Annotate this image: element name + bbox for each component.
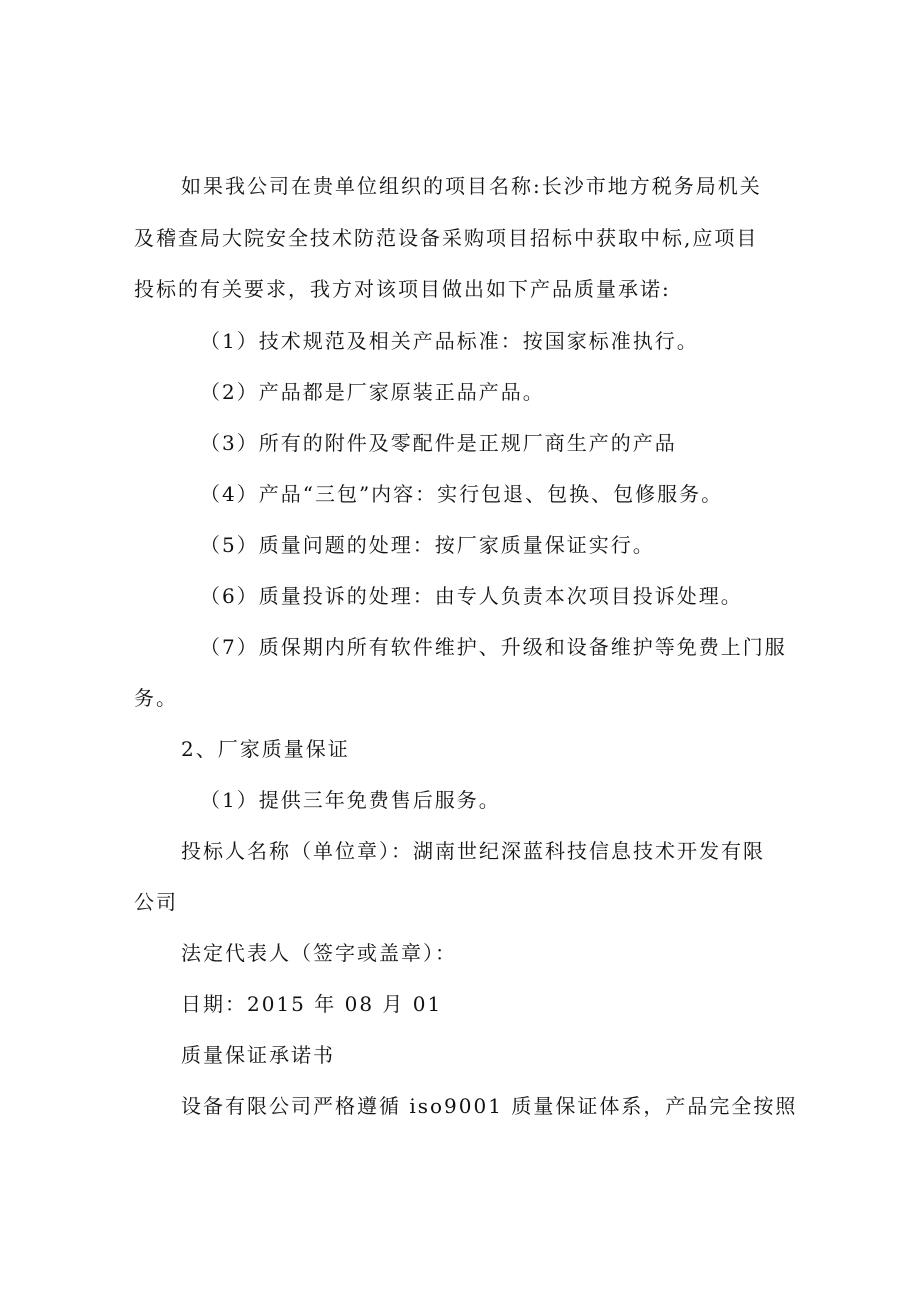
commitment-item-5: （5）质量问题的处理：按厂家质量保证实行。 xyxy=(200,533,655,557)
commitment-item-7-line-2: 务。 xyxy=(134,686,178,710)
paragraph-intro-line-2: 及稽查局大院安全技术防范设备采购项目招标中获取中标,应项目 xyxy=(134,226,759,250)
warranty-item-1: （1）提供三年免费售后服务。 xyxy=(200,788,501,812)
paragraph-intro-line-3: 投标的有关要求，我方对该项目做出如下产品质量承诺: xyxy=(134,277,671,301)
bidder-name-line-2: 公司 xyxy=(134,890,178,914)
commitment-item-1: （1）技术规范及相关产品标准：按国家标准执行。 xyxy=(200,329,699,353)
commitment-item-7-line-1: （7）质保期内所有软件维护、升级和设备维护等免费上门服 xyxy=(200,635,787,659)
legal-representative-line: 法定代表人（签字或盖章）： xyxy=(181,941,457,965)
paragraph-intro-line-1: 如果我公司在贵单位组织的项目名称:长沙市地方税务局机关 xyxy=(181,174,762,198)
document-subtitle: 质量保证承诺书 xyxy=(181,1043,335,1067)
commitment-item-3: （3）所有的附件及零配件是正规厂商生产的产品 xyxy=(200,431,677,455)
commitment-item-6: （6）质量投诉的处理：由专人负责本次项目投诉处理。 xyxy=(200,584,743,608)
section-heading-warranty: 2、厂家质量保证 xyxy=(181,737,350,761)
commitment-item-4: （4）产品“三包”内容：实行包退、包换、包修服务。 xyxy=(200,482,724,506)
commitment-item-2: （2）产品都是厂家原装正品产品。 xyxy=(200,380,545,404)
closing-paragraph-line-1: 设备有限公司严格遵循 iso9001 质量保证体系，产品完全按照 xyxy=(181,1094,798,1118)
date-line: 日期：2015 年 08 月 01 xyxy=(181,992,443,1016)
bidder-name-line-1: 投标人名称（单位章）：湖南世纪深蓝科技信息技术开发有限 xyxy=(181,839,765,863)
